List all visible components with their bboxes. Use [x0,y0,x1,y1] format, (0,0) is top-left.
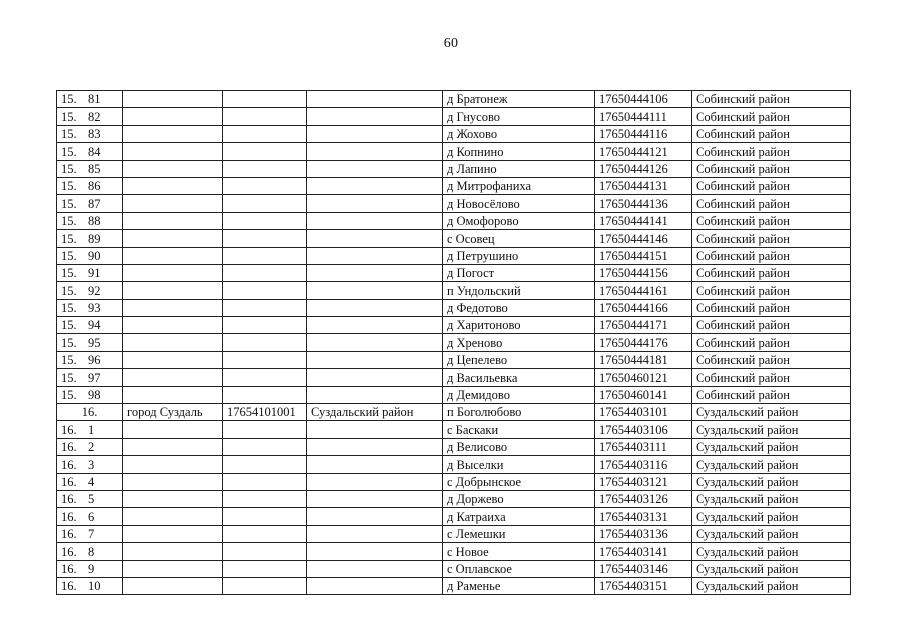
oktmo-code-cell: 17650444126 [595,160,692,177]
row-number-main: 15. [61,109,77,124]
municipality-district-cell [307,577,443,594]
municipality-district-cell [307,508,443,525]
row-number-cell [57,577,123,594]
locality-cell: д Цепелево [443,351,595,368]
district-cell: Суздальский район [692,473,851,490]
row-number-sub: 93 [88,301,101,316]
municipality-district-cell [307,543,443,560]
locality-cell: д Доржево [443,490,595,507]
oktmo-code-cell: 17654403136 [595,525,692,542]
okato-code-cell [223,456,307,473]
row-number-main: 16. [61,579,77,594]
district-cell: Собинский район [692,264,851,281]
district-cell: Собинский район [692,143,851,160]
municipality-district-cell [307,247,443,264]
municipality-name-cell [123,351,223,368]
municipality-name-cell [123,143,223,160]
okato-code-cell [223,508,307,525]
row-number-main: 15. [61,266,77,281]
municipality-name-cell [123,230,223,247]
row-number-sub: 9 [88,561,95,576]
row-number-sub: 7 [88,527,95,542]
municipality-name-cell [123,456,223,473]
municipality-name-cell [123,369,223,386]
table-row [57,560,851,577]
row-number-cell [57,334,123,351]
table-row [57,334,851,351]
row-number-cell [57,195,123,212]
row-number-cell [57,490,123,507]
row-number-sub: 85 [88,161,101,176]
locality-cell: д Братонеж [443,91,595,108]
oktmo-code-cell: 17654403121 [595,473,692,490]
row-number-main: 15. [61,283,77,298]
row-number-cell [57,473,123,490]
oktmo-code-cell: 17650444151 [595,247,692,264]
oktmo-code-cell: 17650444141 [595,212,692,229]
row-number-sub: 81 [88,92,101,107]
district-cell: Собинский район [692,91,851,108]
table-row [57,456,851,473]
table-row [57,508,851,525]
table-row [57,177,851,194]
oktmo-code-cell: 17650460141 [595,386,692,403]
row-number-main: 15. [61,370,77,385]
okato-code-cell [223,195,307,212]
okato-code-cell [223,108,307,125]
municipality-district-cell [307,334,443,351]
okato-code-cell [223,264,307,281]
municipality-district-cell [307,490,443,507]
municipality-district-cell [307,421,443,438]
row-number-main: 15. [61,353,77,368]
district-cell: Суздальский район [692,543,851,560]
municipality-district-cell [307,125,443,142]
locality-cell: д Митрофаниха [443,177,595,194]
row-number-main: 16. [61,492,77,507]
locality-cell: с Лемешки [443,525,595,542]
district-cell: Собинский район [692,230,851,247]
municipality-name-cell [123,386,223,403]
table-row [57,143,851,160]
municipality-district-cell [307,525,443,542]
row-number-main: 16. [61,474,77,489]
oktmo-code-cell: 17650444116 [595,125,692,142]
table-row [57,230,851,247]
locality-cell: д Гнусово [443,108,595,125]
row-number-main: 16. [61,440,77,455]
row-number-cell [57,264,123,281]
municipality-name-cell [123,543,223,560]
row-number-cell [57,143,123,160]
row-number-main: 16. [61,561,77,576]
row-number-sub: 1 [88,422,95,437]
oktmo-code-cell: 17654403116 [595,456,692,473]
table-row [57,264,851,281]
district-cell: Суздальский район [692,438,851,455]
locality-cell: д Лапино [443,160,595,177]
table-row [57,125,851,142]
settlements-table [56,90,851,595]
district-cell: Собинский район [692,177,851,194]
municipality-name-cell [123,282,223,299]
row-number-cell [57,560,123,577]
row-number-main: 15. [61,92,77,107]
locality-cell: д Петрушино [443,247,595,264]
row-number-sub: 5 [88,492,95,507]
okato-code-cell [223,560,307,577]
oktmo-code-cell: 17650444111 [595,108,692,125]
municipality-district-cell [307,473,443,490]
locality-cell: с Новое [443,543,595,560]
municipality-district-cell [307,264,443,281]
table-row [57,299,851,316]
municipality-name-cell [123,160,223,177]
row-number-sub: 94 [88,318,101,333]
locality-cell: д Новосёлово [443,195,595,212]
oktmo-code-cell: 17654403141 [595,543,692,560]
okato-code-cell [223,160,307,177]
locality-cell: д Велисово [443,438,595,455]
okato-code-cell [223,525,307,542]
table-row [57,195,851,212]
row-number-sub: 87 [88,196,101,211]
row-number-main: 15. [61,196,77,211]
municipality-district-cell [307,386,443,403]
oktmo-code-cell: 17650444146 [595,230,692,247]
municipality-district-cell [307,560,443,577]
table-row [57,490,851,507]
okato-code-cell [223,438,307,455]
oktmo-code-cell: 17650444136 [595,195,692,212]
row-number-cell [57,282,123,299]
table-row [57,160,851,177]
row-number-cell [57,351,123,368]
row-number-sub: 3 [88,457,95,472]
district-cell: Собинский район [692,212,851,229]
okato-code-cell [223,317,307,334]
row-number-sub: 98 [88,388,101,403]
district-cell: Собинский район [692,386,851,403]
locality-cell: д Хреново [443,334,595,351]
table-row [57,317,851,334]
oktmo-code-cell: 17650460121 [595,369,692,386]
okato-code-cell: 17654101001 [223,404,307,421]
okato-code-cell [223,247,307,264]
okato-code-cell [223,230,307,247]
municipality-district-cell [307,369,443,386]
row-number-cell [57,177,123,194]
locality-cell: с Баскаки [443,421,595,438]
table-row [57,351,851,368]
municipality-district-cell [307,351,443,368]
district-cell: Собинский район [692,369,851,386]
row-number-sub: 96 [88,353,101,368]
district-cell: Суздальский район [692,577,851,594]
okato-code-cell [223,369,307,386]
oktmo-code-cell: 17654403146 [595,560,692,577]
district-cell: Суздальский район [692,490,851,507]
row-number-main: 16. [81,405,98,420]
locality-cell: п Боголюбово [443,404,595,421]
municipality-name-cell [123,212,223,229]
municipality-district-cell [307,230,443,247]
table-row [57,421,851,438]
row-number-sub: 86 [88,179,101,194]
row-number-sub: 95 [88,335,101,350]
row-number-cell [57,438,123,455]
row-number-main: 15. [61,144,77,159]
oktmo-code-cell: 17650444106 [595,91,692,108]
okato-code-cell [223,177,307,194]
locality-cell: д Погост [443,264,595,281]
table-row [57,91,851,108]
district-cell: Собинский район [692,351,851,368]
okato-code-cell [223,91,307,108]
table-row [57,404,851,421]
district-cell: Суздальский район [692,421,851,438]
oktmo-code-cell: 17650444171 [595,317,692,334]
locality-cell: с Осовец [443,230,595,247]
locality-cell: с Добрынское [443,473,595,490]
municipality-district-cell [307,91,443,108]
row-number-sub: 6 [88,509,95,524]
okato-code-cell [223,421,307,438]
locality-cell: д Омофорово [443,212,595,229]
table-row [57,543,851,560]
municipality-name-cell [123,560,223,577]
locality-cell: д Федотово [443,299,595,316]
municipality-district-cell: Суздальский район [307,404,443,421]
row-number-cell [57,317,123,334]
oktmo-code-cell: 17650444131 [595,177,692,194]
row-number-sub: 89 [88,231,101,246]
row-number-cell [57,525,123,542]
oktmo-code-cell: 17654403101 [595,404,692,421]
row-number-cell [57,543,123,560]
row-number-main: 15. [61,161,77,176]
okato-code-cell [223,577,307,594]
row-number-main: 16. [61,527,77,542]
district-cell: Собинский район [692,160,851,177]
municipality-name-cell [123,525,223,542]
municipality-name-cell [123,299,223,316]
municipality-name-cell [123,177,223,194]
locality-cell: д Катраиха [443,508,595,525]
oktmo-code-cell: 17654403131 [595,508,692,525]
district-cell: Суздальский район [692,525,851,542]
row-number-sub: 90 [88,248,101,263]
okato-code-cell [223,143,307,160]
locality-cell: д Выселки [443,456,595,473]
row-number-main: 15. [61,318,77,333]
municipality-name-cell [123,490,223,507]
table-row [57,438,851,455]
row-number-sub: 91 [88,266,101,281]
locality-cell: п Ундольский [443,282,595,299]
table-row [57,525,851,542]
row-number-sub: 97 [88,370,101,385]
locality-cell: д Копнино [443,143,595,160]
okato-code-cell [223,334,307,351]
district-cell: Собинский район [692,299,851,316]
locality-cell: д Жохово [443,125,595,142]
row-number-cell [57,456,123,473]
page-number: 60 [443,36,459,51]
municipality-district-cell [307,160,443,177]
municipality-name-cell [123,508,223,525]
municipality-district-cell [307,456,443,473]
okato-code-cell [223,212,307,229]
table-row [57,108,851,125]
municipality-district-cell [307,108,443,125]
row-number-cell [57,125,123,142]
okato-code-cell [223,473,307,490]
district-cell: Собинский район [692,195,851,212]
locality-cell: д Харитоново [443,317,595,334]
table-row [57,473,851,490]
municipality-name-cell [123,473,223,490]
municipality-name-cell [123,108,223,125]
locality-cell: д Раменье [443,577,595,594]
municipality-name-cell [123,317,223,334]
oktmo-code-cell: 17650444121 [595,143,692,160]
row-number-cell [57,508,123,525]
row-number-cell [57,299,123,316]
row-number-cell [57,108,123,125]
okato-code-cell [223,490,307,507]
row-number-sub: 10 [88,579,101,594]
okato-code-cell [223,386,307,403]
oktmo-code-cell: 17654403151 [595,577,692,594]
municipality-district-cell [307,282,443,299]
row-number-sub: 83 [88,127,101,142]
municipality-district-cell [307,177,443,194]
municipality-district-cell [307,299,443,316]
district-cell: Собинский район [692,282,851,299]
oktmo-code-cell: 17654403111 [595,438,692,455]
row-number-sub: 2 [88,440,95,455]
municipality-name-cell [123,334,223,351]
municipality-name-cell: город Суздаль [123,404,223,421]
row-number-main: 16. [61,509,77,524]
municipality-district-cell [307,143,443,160]
oktmo-code-cell: 17650444161 [595,282,692,299]
table-row [57,212,851,229]
row-number-main: 15. [61,388,77,403]
row-number-main: 15. [61,179,77,194]
okato-code-cell [223,543,307,560]
row-number-main: 15. [61,335,77,350]
municipality-name-cell [123,421,223,438]
locality-cell: д Демидово [443,386,595,403]
district-cell: Суздальский район [692,560,851,577]
row-number-main: 15. [61,301,77,316]
row-number-main: 15. [61,127,77,142]
okato-code-cell [223,125,307,142]
district-cell: Собинский район [692,247,851,264]
district-cell: Суздальский район [692,404,851,421]
row-number-cell [57,212,123,229]
municipality-name-cell [123,195,223,212]
row-number-sub: 82 [88,109,101,124]
municipality-district-cell [307,317,443,334]
oktmo-code-cell: 17650444166 [595,299,692,316]
row-number-main: 16. [61,457,77,472]
oktmo-code-cell: 17650444181 [595,351,692,368]
municipality-district-cell [307,438,443,455]
municipality-name-cell [123,438,223,455]
municipality-district-cell [307,195,443,212]
municipality-name-cell [123,125,223,142]
oktmo-code-cell: 17650444156 [595,264,692,281]
district-cell: Собинский район [692,317,851,334]
row-number-cell [57,369,123,386]
okato-code-cell [223,282,307,299]
row-number-cell [57,91,123,108]
row-number-cell [57,386,123,403]
row-number-cell [57,421,123,438]
row-number-sub: 8 [88,544,95,559]
district-cell: Суздальский район [692,508,851,525]
row-number-cell [57,160,123,177]
municipality-name-cell [123,577,223,594]
table-row [57,386,851,403]
district-cell: Суздальский район [692,456,851,473]
row-number-main: 16. [61,544,77,559]
row-number-sub: 84 [88,144,101,159]
table-row [57,577,851,594]
municipality-name-cell [123,264,223,281]
row-number-sub: 88 [88,214,101,229]
municipality-district-cell [307,212,443,229]
table-row [57,247,851,264]
row-number-main: 15. [61,214,77,229]
locality-cell: с Оплавское [443,560,595,577]
table-row [57,369,851,386]
locality-cell: д Васильевка [443,369,595,386]
row-number-main: 15. [61,248,77,263]
table-row [57,282,851,299]
row-number-main: 16. [61,422,77,437]
okato-code-cell [223,351,307,368]
row-number-cell [57,247,123,264]
municipality-name-cell [123,247,223,264]
row-number-main: 15. [61,231,77,246]
district-cell: Собинский район [692,108,851,125]
municipality-name-cell [123,91,223,108]
oktmo-code-cell: 17654403106 [595,421,692,438]
oktmo-code-cell: 17650444176 [595,334,692,351]
row-number-sub: 4 [88,474,95,489]
row-number-cell [57,404,123,421]
oktmo-code-cell: 17654403126 [595,490,692,507]
okato-code-cell [223,299,307,316]
district-cell: Собинский район [692,125,851,142]
district-cell: Собинский район [692,334,851,351]
row-number-sub: 92 [88,283,101,298]
row-number-cell [57,230,123,247]
